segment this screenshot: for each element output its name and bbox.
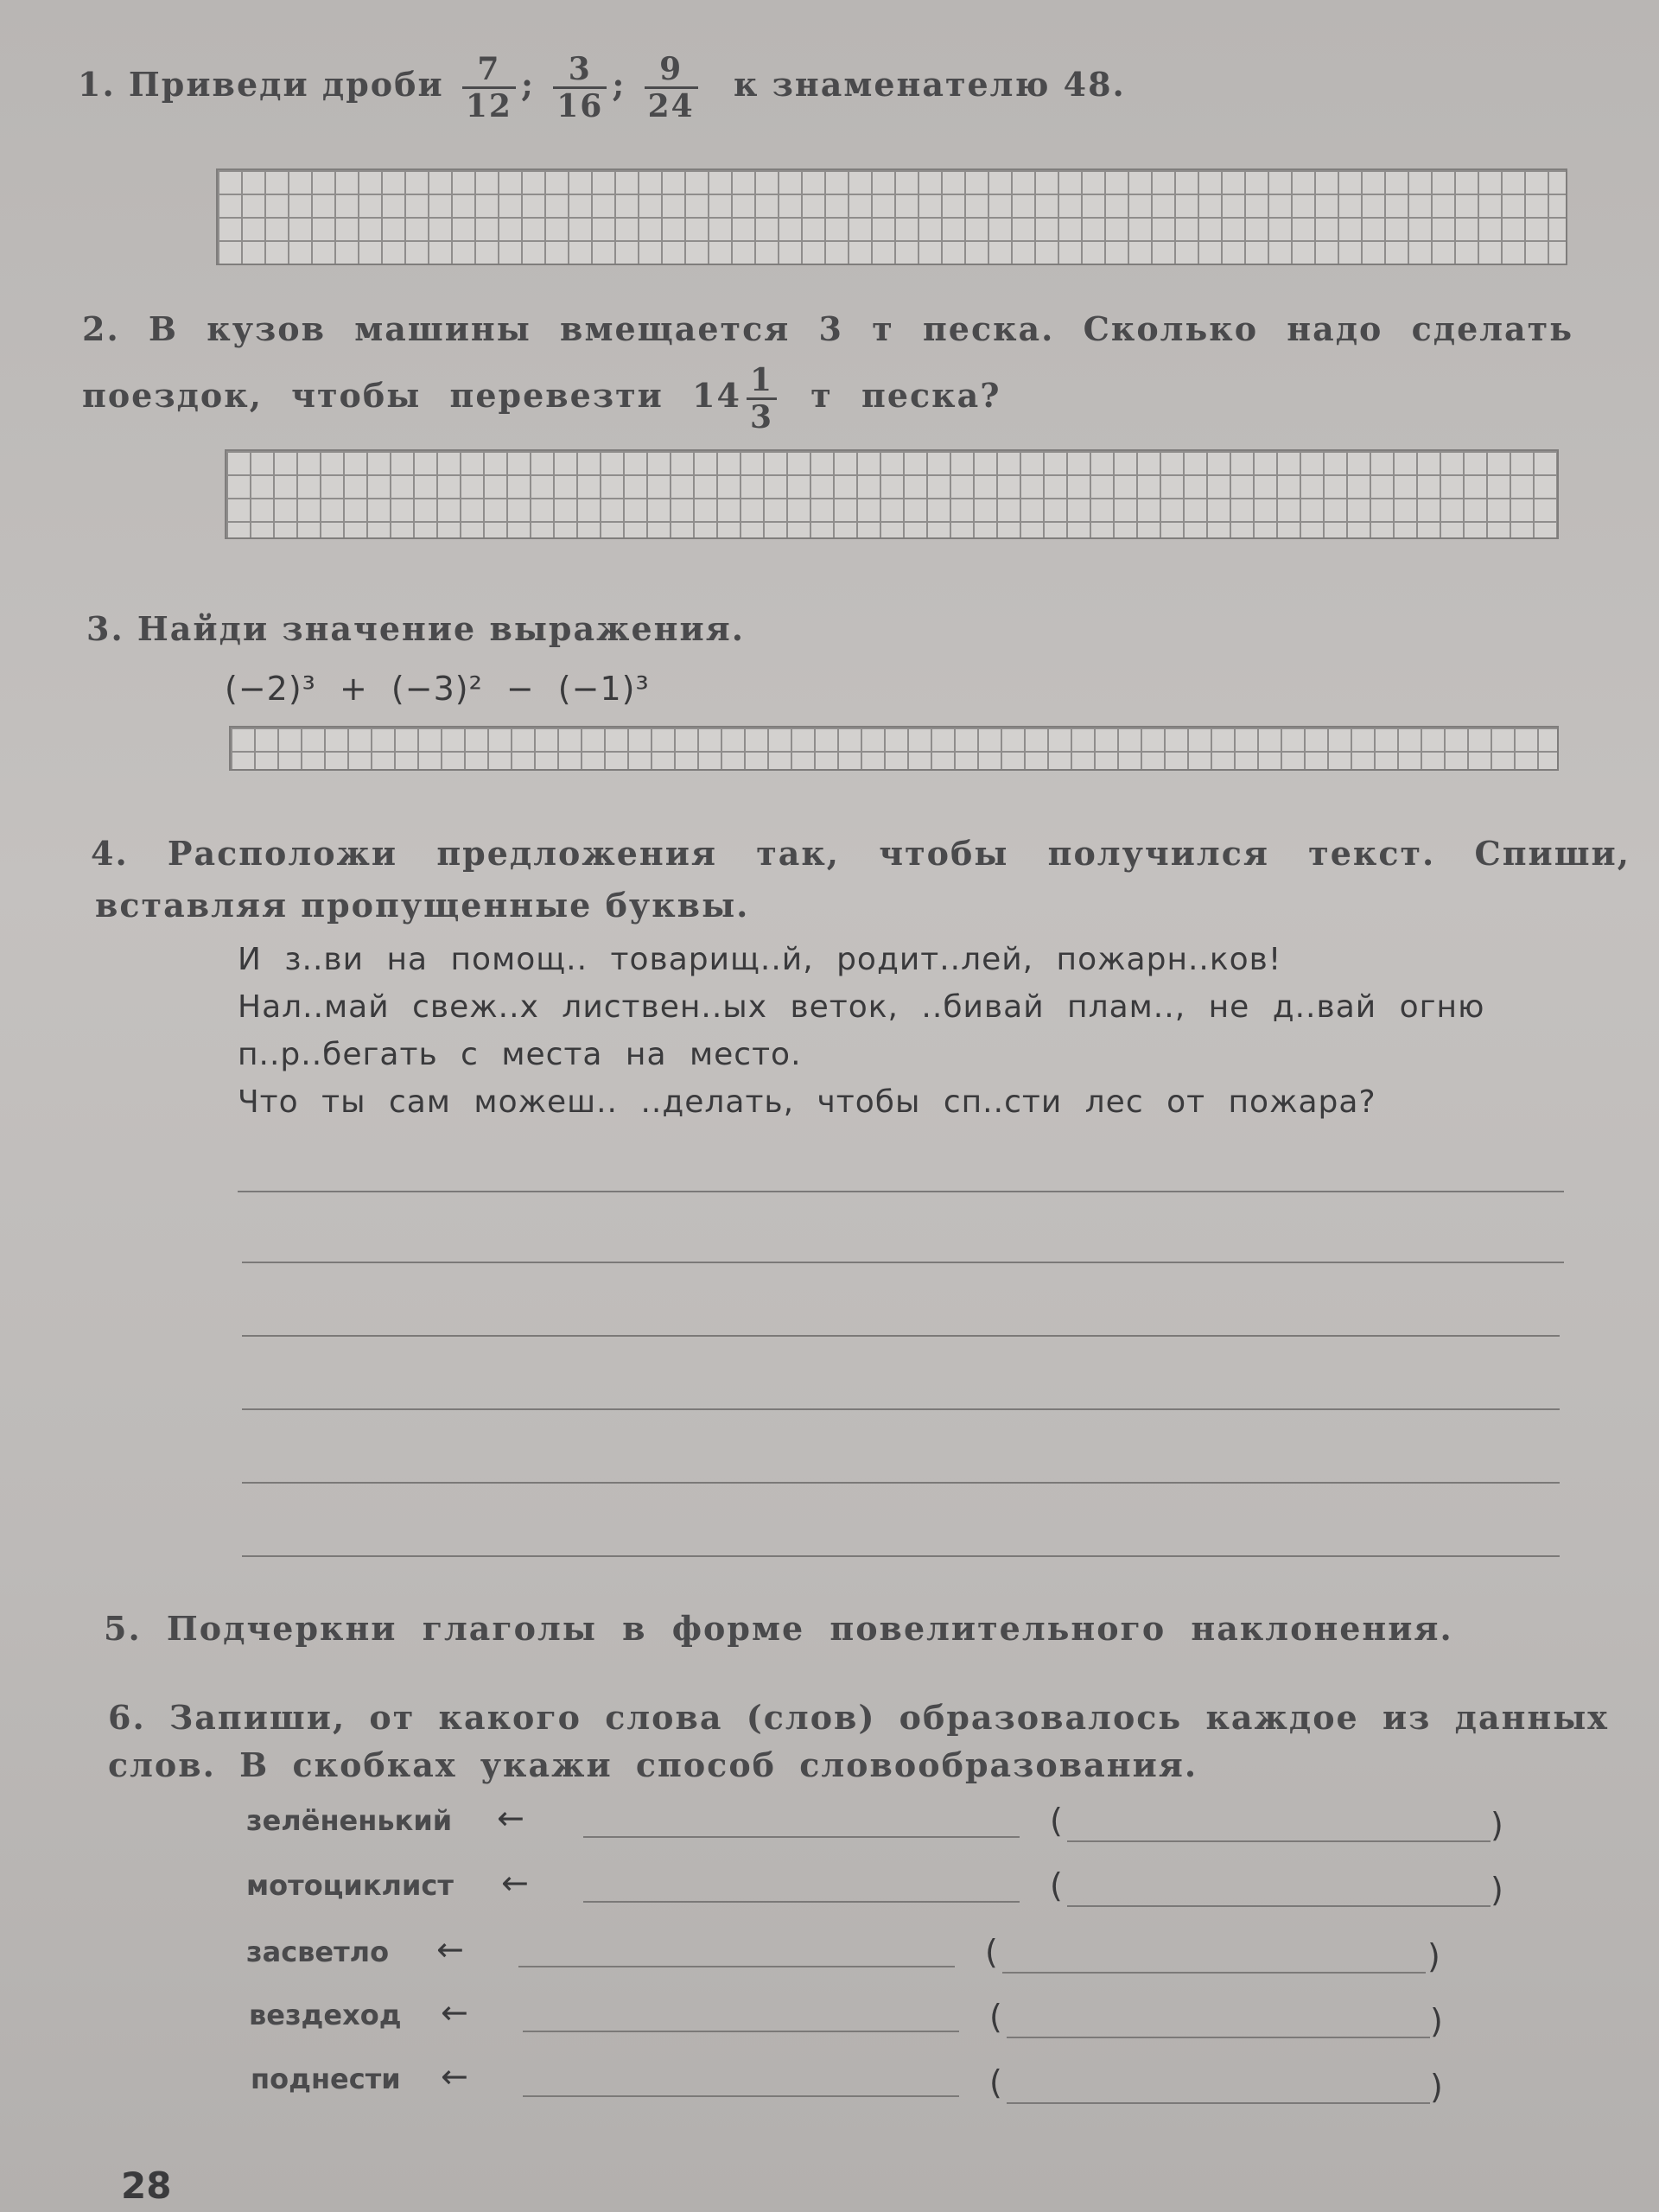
method-line-4[interactable] xyxy=(1007,2037,1430,2038)
task-3-number: 3. xyxy=(86,609,124,648)
method-line-2[interactable] xyxy=(1067,1905,1491,1907)
expression: (−2)³ + (−3)² − (−1)³ xyxy=(225,670,650,708)
task-2-number: 2. xyxy=(82,309,120,348)
writing-line-1[interactable] xyxy=(238,1191,1564,1192)
task-1-text: Приведи дроби xyxy=(128,65,444,104)
page-number: 28 xyxy=(121,2164,172,2207)
fraction-mixed: $\frac{1}{3}$ xyxy=(747,363,777,435)
writing-line-3[interactable] xyxy=(242,1335,1560,1337)
writing-line-2[interactable] xyxy=(242,1262,1564,1263)
word-4: вездеход xyxy=(249,1999,402,2031)
task-5-number: 5. xyxy=(104,1609,142,1648)
writing-line-6[interactable] xyxy=(242,1555,1560,1557)
fraction-1: $\frac{7}{12}$ xyxy=(462,52,516,124)
word-1: зелёненький xyxy=(246,1804,453,1837)
answer-grid-3[interactable] xyxy=(229,726,1559,771)
word-2: мотоциклист xyxy=(246,1869,454,1902)
sentence-1: И з..ви на помощ.. товарищ..й, родит..лей, пожарн..ков! xyxy=(238,942,1282,977)
method-line-5[interactable] xyxy=(1007,2102,1430,2104)
writing-line-5[interactable] xyxy=(242,1482,1560,1484)
task-3: 3. Найди значение выражения. xyxy=(86,609,745,648)
arrow-left-icon: ← xyxy=(436,1930,464,1968)
task-4-number: 4. xyxy=(91,834,129,873)
arrow-left-icon: ← xyxy=(501,1864,529,1902)
task-2-line-2: поездок, чтобы перевезти 14 $\frac{1}{3}$ т песка? xyxy=(82,362,1001,435)
task-4-line-2: вставляя пропущенные буквы. xyxy=(95,886,750,925)
task-5: 5. Подчеркни глаголы в форме повелительного наклонения. xyxy=(104,1609,1453,1648)
sentence-3: п..р..бегать с места на место. xyxy=(238,1037,802,1072)
task-1-tail: к знаменателю 48. xyxy=(733,65,1126,104)
task-2-line-1: 2. В кузов машины вмещается 3 т песка. Сколько надо сделать xyxy=(82,309,1573,348)
answer-grid-1[interactable] xyxy=(216,168,1567,265)
source-word-line-5[interactable] xyxy=(523,2095,959,2097)
task-6-number: 6. xyxy=(108,1698,146,1737)
fraction-3: $\frac{9}{24}$ xyxy=(645,52,698,124)
arrow-left-icon: ← xyxy=(497,1799,524,1837)
word-3: засветло xyxy=(246,1936,390,1968)
task-1-number: 1. xyxy=(78,65,116,104)
source-word-line-2[interactable] xyxy=(583,1901,1020,1903)
task-6-line-1: 6. Запиши, от какого слова (слов) образовалось каждое из данных xyxy=(108,1698,1609,1737)
task-6-line-2: слов. В скобках укажи способ словообразования. xyxy=(108,1745,1198,1784)
arrow-left-icon: ← xyxy=(441,1993,468,2031)
task-4-line-1: 4. Расположи предложения так, чтобы получился текст. Спиши, xyxy=(91,834,1630,873)
word-5: поднести xyxy=(251,2063,401,2095)
sentence-2: Нал..май свеж..х листвен..ых веток, ..бивай плам.., не д..вай огню xyxy=(238,989,1485,1025)
source-word-line-4[interactable] xyxy=(523,2031,959,2032)
method-line-3[interactable] xyxy=(1002,1972,1426,1974)
source-word-line-3[interactable] xyxy=(518,1966,955,1967)
source-word-line-1[interactable] xyxy=(583,1836,1020,1838)
task-1: 1. Приведи дроби $\frac{7}{12}$ ; $\frac{3}{16}$ ; $\frac{9}{24}$ к знаменателю 48. xyxy=(78,51,1126,124)
workbook-page: 1. Приведи дроби $\frac{7}{12}$ ; $\frac{3}{16}$ ; $\frac{9}{24}$ к знаменателю 48. 2. В кузов машины вмещается 3 т песка. Сколько надо сделать поездок, чтобы перевезти 14 $\frac{1}{3}$ т песка? 3. Найди значение выражения. (−2)³ + (−3)² − (−1)³ 4. Расположи предложения так, чтобы получился текст. Спиши, вставляя пропущенные буквы. И з..ви на помощ.. товарищ..й, родит..лей, пожарн..ков! Нал..май свеж..х листвен..ых веток, ..бивай плам.., не д..вай огню п..р..бегать с места на место. Что ты сам можеш.. ..делать, чтобы сп..сти лес от пожара? 5. Подчеркни глаголы в форме повелительного наклонения. 6. Запиши, от какого слова (слов) образовалось каждое из данных слов. В скобках укажи способ словообразования. зелёненький ← ( ) мотоциклист ← ( ) засветло ← ( ) вездеход ← ( ) поднести ← ( ) 28 xyxy=(78,51,1630,2207)
writing-line-4[interactable] xyxy=(242,1408,1560,1410)
method-line-1[interactable] xyxy=(1067,1840,1491,1842)
answer-grid-2[interactable] xyxy=(225,449,1559,539)
fraction-2: $\frac{3}{16}$ xyxy=(553,52,607,124)
sentence-4: Что ты сам можеш.. ..делать, чтобы сп..сти лес от пожара? xyxy=(238,1084,1376,1120)
arrow-left-icon: ← xyxy=(441,2057,468,2095)
